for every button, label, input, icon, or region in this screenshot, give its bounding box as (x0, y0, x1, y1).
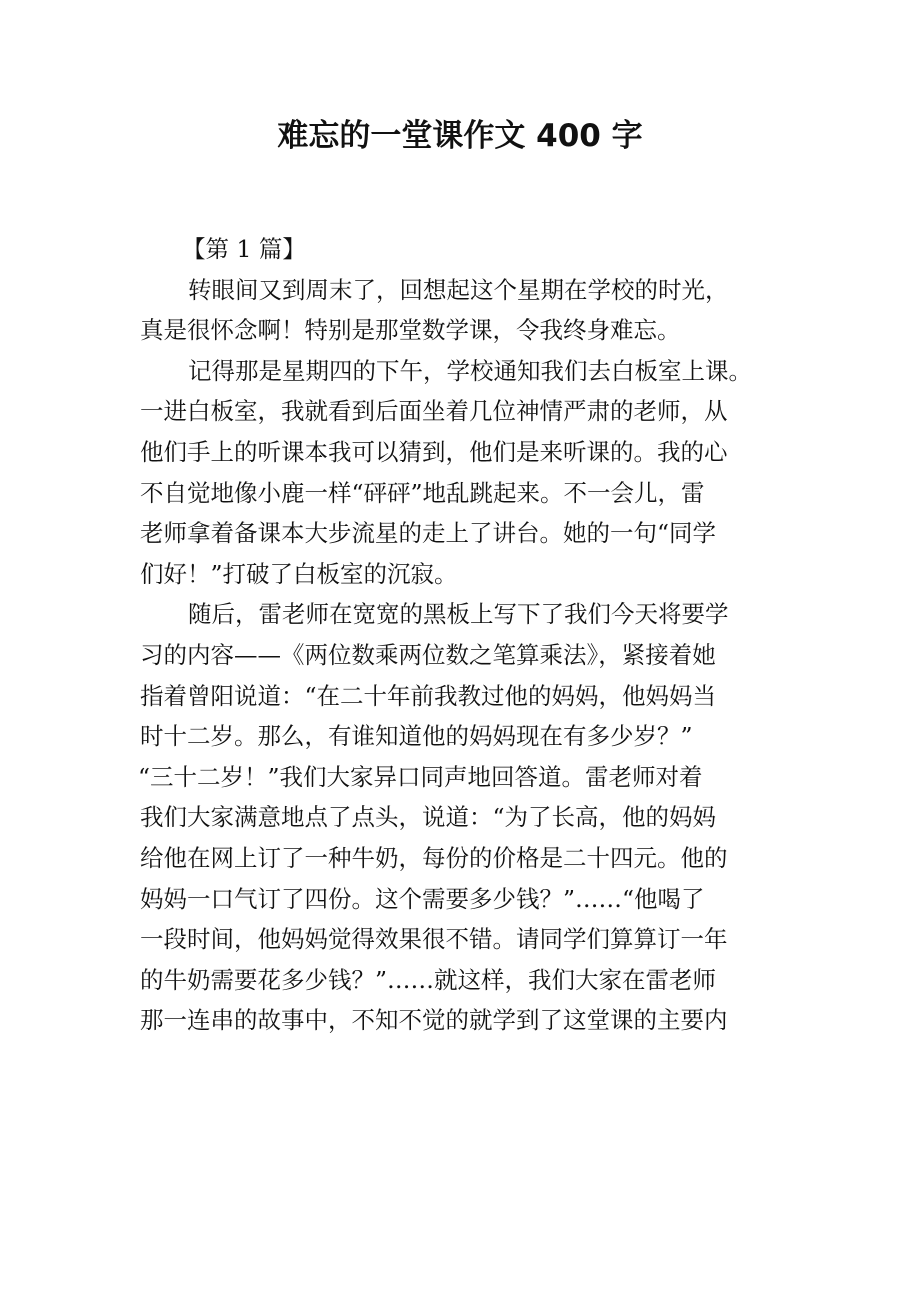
paragraph-3-line-4: 时十二岁。那么，有谁知道他的妈妈现在有多少岁？” (140, 722, 693, 751)
paragraph-3-line-1: 随后，雷老师在宽宽的黑板上写下了我们今天将要学 (188, 600, 729, 629)
paragraph-3-line-10: 的牛奶需要花多少钱？”……就这样，我们大家在雷老师 (140, 965, 717, 994)
paragraph-3-line-11: 那一连串的故事中，不知不觉的就学到了这堂课的主要内 (140, 1006, 728, 1035)
paragraph-3-line-7: 给他在网上订了一种牛奶，每份的价格是二十四元。他的 (140, 843, 728, 872)
paragraph-3-line-9: 一段时间，他妈妈觉得效果很不错。请同学们算算订一年 (140, 925, 728, 954)
document-body (140, 229, 760, 1041)
paragraph-2-line-5: 老师拿着备课本大步流星的走上了讲台。她的一句“同学 (140, 519, 717, 548)
paragraph-3-line-6: 我们大家满意地点了点头，说道：“为了长高，他的妈妈 (140, 803, 717, 832)
paragraph-2-line-3: 他们手上的听课本我可以猜到，他们是来听课的。我的心 (140, 437, 728, 466)
paragraph-3-line-5: “三十二岁！”我们大家异口同声地回答道。雷老师对着 (138, 762, 703, 791)
paragraph-3-line-2: 习的内容——《两位数乘两位数之笔算乘法》，紧接着她 (140, 640, 716, 669)
paragraph-2-line-4: 不自觉地像小鹿一样“砰砰”地乱跳起来。不一会儿，雷 (140, 478, 705, 507)
paragraph-2-line-2: 一进白板室，我就看到后面坐着几位神情严肃的老师，从 (140, 397, 728, 426)
paragraph-2-line-1: 记得那是星期四的下午，学校通知我们去白板室上课。 (188, 356, 752, 385)
document-title: 难忘的一堂课作文 400 字 (277, 118, 643, 154)
paragraph-3-line-8: 妈妈一口气订了四份。这个需要多少钱？”……“他喝了 (140, 884, 705, 913)
section-marker: 【第 1 篇】 (182, 235, 306, 263)
paragraph-1-line-2: 真是很怀念啊！特别是那堂数学课，令我终身难忘。 (140, 316, 681, 345)
paragraph-1-line-1: 转眼间又到周末了，回想起这个星期在学校的时光， (188, 275, 729, 304)
paragraph-2-line-6: 们好！”打破了白板室的沉寂。 (140, 559, 458, 588)
paragraph-3-line-3: 指着曾阳说道：“在二十年前我教过他的妈妈，他妈妈当 (140, 681, 717, 710)
